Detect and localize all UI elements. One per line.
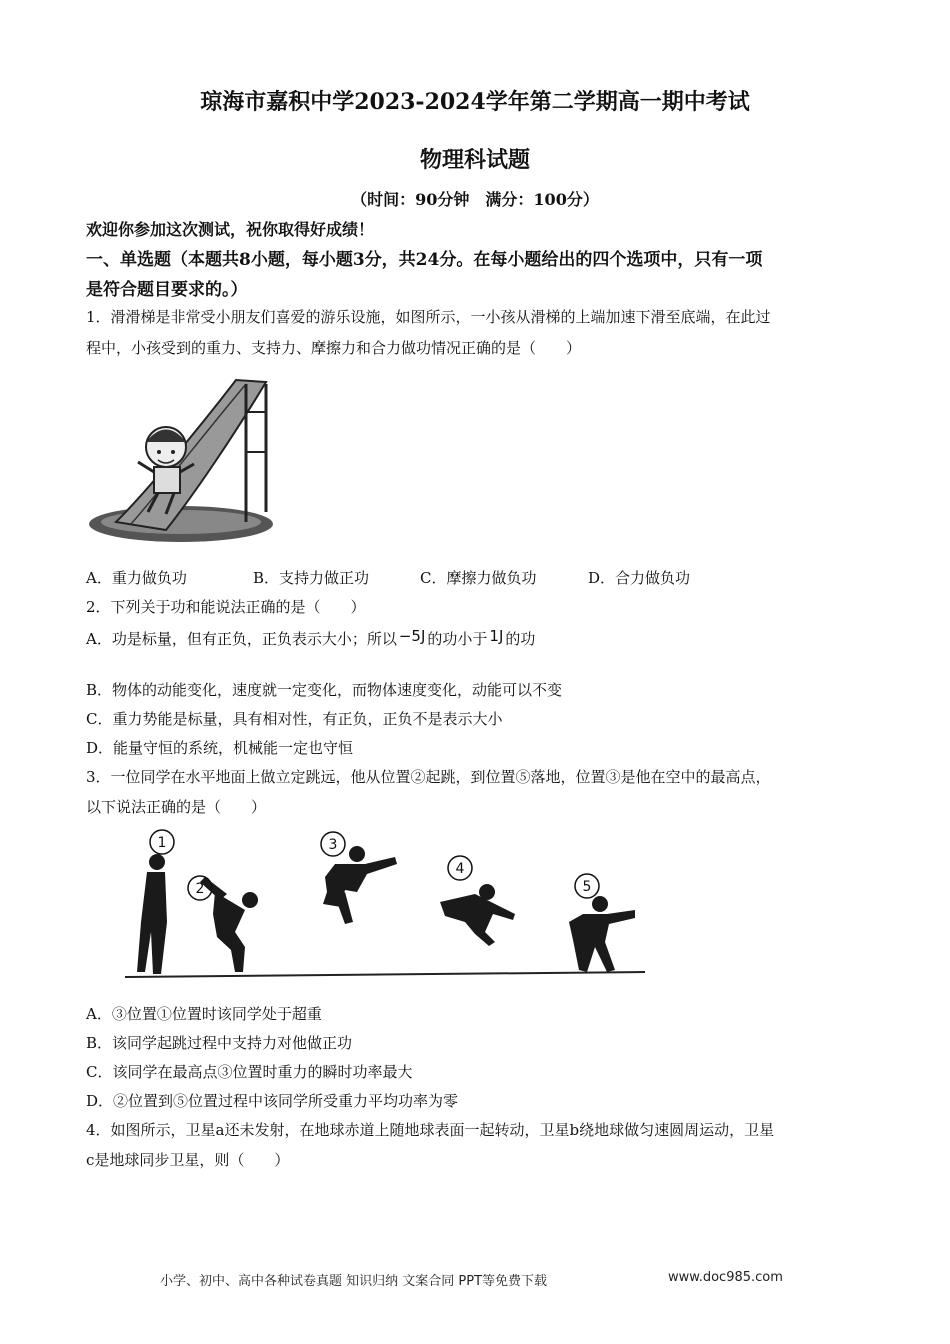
subject-title: 物理科试题 xyxy=(419,147,530,173)
q3-option-d[interactable]: D．②位置到⑤位置过程中该同学所受重力平均功率为零 xyxy=(86,1092,459,1110)
q2-option-a-text1: A．功是标量，但有正负，正负表示大小；所以 xyxy=(86,630,397,648)
q2-stem: 2．下列关于功和能说法正确的是（ ） xyxy=(86,598,366,616)
q3-option-c[interactable]: C．该同学在最高点③位置时重力的瞬时功率最大 xyxy=(86,1063,413,1081)
q2-option-d[interactable]: D．能量守恒的系统，机械能一定也守恒 xyxy=(86,739,354,757)
q1-option-a[interactable]: A．重力做负功 xyxy=(86,569,187,587)
q1-option-c[interactable]: C．摩擦力做负功 xyxy=(420,569,537,587)
q2-option-a[interactable] xyxy=(86,628,535,649)
exam-info: （时间：90分钟 满分：100分） xyxy=(351,190,599,209)
jump-figure xyxy=(95,822,655,982)
figure-label-1: 1 xyxy=(157,835,167,851)
footer-text: 小学、初中、高中各种试卷真题 知识归纳 文案合同 PPT等免费下载 xyxy=(160,1274,548,1289)
q3-option-a[interactable]: A．③位置①位置时该同学处于超重 xyxy=(86,1005,322,1023)
q1-option-d[interactable]: D．合力做负功 xyxy=(588,569,691,587)
q4-stem-line1: 4．如图所示，卫星a还未发射，在地球赤道上随地球表面一起转动，卫星b绕地球做匀速圆周运动，卫星 xyxy=(86,1121,775,1139)
figure-label-4: 4 xyxy=(455,861,465,877)
figure-label-2: 2 xyxy=(195,881,205,897)
greeting: 欢迎你参加这次测试，祝你取得好成绩！ xyxy=(86,220,375,239)
q2-option-a-text3: 的功 xyxy=(505,630,536,648)
q2-option-a-text2: 的功小于 xyxy=(427,630,488,648)
q4-stem-line2: c是地球同步卫星，则（ ） xyxy=(86,1151,290,1169)
exam-title: 琼海市嘉积中学2023-2024学年第二学期高一期中考试 xyxy=(200,89,750,115)
q3-stem-line1: 3．一位同学在水平地面上做立定跳远，他从位置②起跳，到位置⑤落地，位置③是他在空中的最高点， xyxy=(86,768,771,786)
section-heading-line2: 是符合题目要求的。） xyxy=(86,280,248,300)
q1-stem-line1: 1．滑滑梯是非常受小朋友们喜爱的游乐设施，如图所示，一小孩从滑梯的上端加速下滑至底端，在此过 xyxy=(86,308,771,326)
q3-stem-line2: 以下说法正确的是（ ） xyxy=(86,798,267,816)
q2-option-a-math2: 1J xyxy=(489,627,504,645)
footer-website-link[interactable]: www.doc985.com xyxy=(668,1270,783,1285)
q2-option-a-math1: −5J xyxy=(398,627,426,645)
slide-figure xyxy=(86,372,276,547)
q1-stem-line2: 程中，小孩受到的重力、支持力、摩擦力和合力做功情况正确的是（ ） xyxy=(86,339,582,357)
figure-label-5: 5 xyxy=(582,879,592,895)
figure-label-3: 3 xyxy=(328,837,338,853)
q2-option-c[interactable]: C．重力势能是标量，具有相对性，有正负，正负不是表示大小 xyxy=(86,710,503,728)
q3-option-b[interactable]: B．该同学起跳过程中支持力对他做正功 xyxy=(86,1034,353,1052)
q2-option-b[interactable]: B．物体的动能变化，速度就一定变化，而物体速度变化，动能可以不变 xyxy=(86,681,563,699)
q1-option-b[interactable]: B．支持力做正功 xyxy=(253,569,370,587)
section-heading-line1: 一、单选题（本题共8小题，每小题3分，共24分。在每小题给出的四个选项中，只有一项 xyxy=(86,250,763,270)
